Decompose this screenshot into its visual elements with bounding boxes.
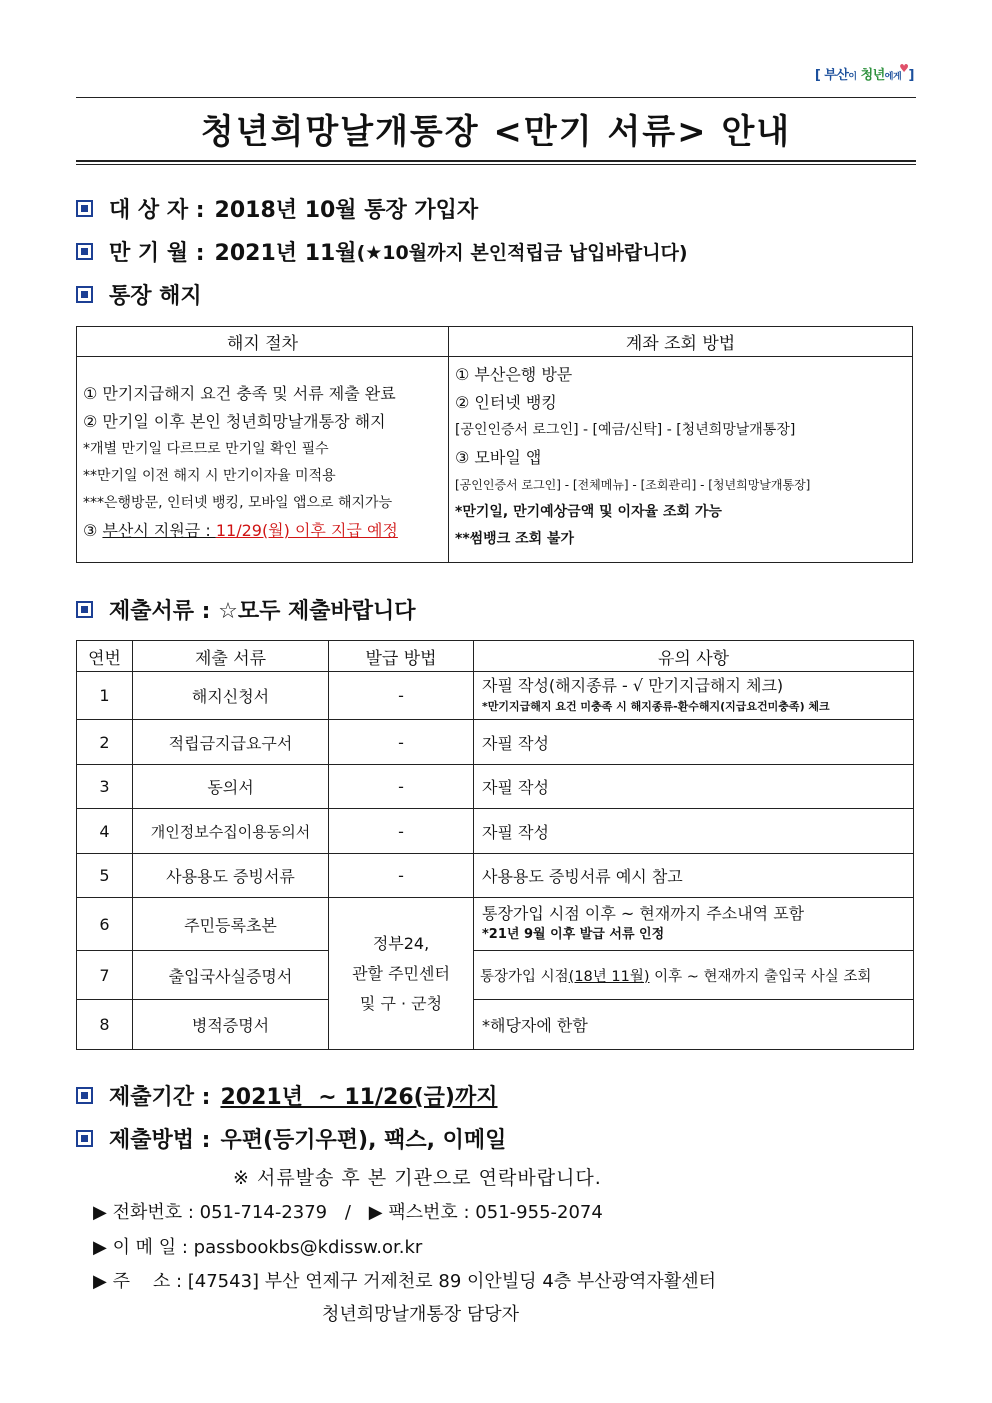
cancel-section-title: 통장 해지 (109, 284, 202, 309)
procedure-step-3-label: 부산시 지원금 : (102, 521, 216, 540)
row-method: - (329, 672, 474, 720)
row-doc: 적립금지급요구서 (133, 720, 329, 765)
address-recipient: 청년희망날개통장 담당자 (322, 1304, 519, 1325)
table-row (77, 1000, 914, 1050)
email-address: ▶ 이 메 일 : passbookbs@kdissw.or.kr (93, 1237, 423, 1258)
docs-header-method: 발급 방법 (329, 641, 474, 672)
bullet-square-icon (76, 286, 93, 303)
row-no: 5 (77, 854, 133, 898)
maturity-note: (★10월까지 본인적립금 납입바랍니다) (356, 242, 688, 264)
cancel-table (76, 326, 913, 563)
table-row (77, 765, 914, 809)
row-note: 자필 작성 (474, 765, 914, 809)
phone-fax-line (93, 1198, 603, 1224)
bullet-square-icon (76, 1130, 93, 1147)
method-label: 제출방법 : (109, 1128, 211, 1153)
table-row (77, 898, 914, 951)
docs-table (76, 640, 914, 1050)
row-note (474, 898, 914, 951)
procedure-step-3-value: 11/29(월) 이후 지급 예정 (215, 521, 398, 540)
row-no: 1 (77, 672, 133, 720)
row-no: 6 (77, 898, 133, 951)
row-method: - (329, 720, 474, 765)
title-bottom-rule (76, 160, 916, 162)
row-note-sub: *만기지급해지 요건 미충족 시 해지종류-환수해지(지급요건미충족) 체크 (482, 699, 830, 713)
procedure-step-3-prefix: ③ (83, 521, 103, 540)
title-bottom-rule-2 (76, 164, 916, 165)
row-no: 3 (77, 765, 133, 809)
row-doc: 출입국사실증명서 (133, 951, 329, 1000)
row-note: 사용용도 증빙서류 예시 참고 (474, 854, 914, 898)
row-no: 8 (77, 1000, 133, 1050)
row-note-sub: *21년 9월 이후 발급 서류 인정 (482, 927, 665, 942)
row-note: 자필 작성 (474, 720, 914, 765)
fax-number: ▶ 팩스번호 : 051-955-2074 (368, 1202, 603, 1223)
phone-number: ▶ 전화번호 : 051-714-2379 (93, 1202, 328, 1223)
gov-method-line-2: 관할 주민센터 (352, 963, 450, 983)
bullet-square-icon (76, 601, 93, 618)
table-row (77, 809, 914, 854)
procedure-cell (77, 357, 449, 563)
row-note-post: 이후 ~ 현재까지 출입국 사실 조회 (649, 968, 872, 985)
method-value: 우편(등기우편), 팩스, 이메일 (220, 1128, 507, 1153)
docs-header-doc: 제출 서류 (133, 641, 329, 672)
bullet-square-icon (76, 1087, 93, 1104)
lookup-internet: ② 인터넷 뱅킹 (455, 393, 557, 412)
logo-ege: 에게 (884, 72, 902, 82)
table-row (77, 854, 914, 898)
row-no: 4 (77, 809, 133, 854)
logo-bracket-close: ] (908, 68, 914, 83)
row-doc: 사용용도 증빙서류 (133, 854, 329, 898)
busan-youth-logo (815, 64, 914, 83)
row-doc: 동의서 (133, 765, 329, 809)
docs-header-no: 연번 (77, 641, 133, 672)
table-row (77, 720, 914, 765)
logo-i: 이 (848, 72, 857, 82)
maturity-value: 2021년 11월 (214, 241, 357, 266)
lookup-cell (449, 357, 913, 563)
lookup-internet-path: [공인인증서 로그인] - [예금/신탁] - [청년희망날개통장] (455, 422, 796, 438)
row-note: *해당자에 한함 (474, 1000, 914, 1050)
page-title: 청년희망날개통장 <만기 서류> 안내 (200, 112, 792, 152)
lookup-mobile-path: [공인인증서 로그인] - [전체메뉴] - [조회관리] - [청년희망날개통장] (455, 478, 811, 492)
lookup-note-1: *만기일, 만기예상금액 및 이자율 조회 가능 (455, 504, 722, 520)
logo-busan: 부산 (824, 68, 849, 83)
bullet-square-icon (76, 243, 93, 260)
row-doc: 개인정보수집이용동의서 (133, 809, 329, 854)
row-method: - (329, 854, 474, 898)
procedure-note-3: ***은행방문, 인터넷 뱅킹, 모바일 앱으로 해지가능 (83, 495, 393, 511)
period-section (76, 1080, 498, 1111)
period-value: 2021년 ~ 11/26(금)까지 (220, 1085, 498, 1110)
row-note-main: 통장가입 시점 이후 ~ 현재까지 주소내역 포함 (482, 904, 805, 923)
target-label: 대 상 자 : (109, 198, 205, 223)
maturity-label: 만 기 월 : (109, 241, 205, 266)
row-note: 자필 작성 (474, 809, 914, 854)
row-method: - (329, 765, 474, 809)
gov-method-line-3: 및 구 · 군청 (359, 993, 443, 1013)
contact-note: ※ 서류발송 후 본 기관으로 연락바랍니다. (233, 1167, 602, 1189)
row-doc: 해지신청서 (133, 672, 329, 720)
cancel-section (76, 279, 202, 310)
docs-header-note: 유의 사항 (474, 641, 914, 672)
cancel-header-procedure: 해지 절차 (77, 327, 449, 357)
title-top-rule (76, 97, 916, 98)
bullet-square-icon (76, 200, 93, 217)
logo-bracket-open: [ (814, 68, 821, 83)
phone-fax-separator: / (344, 1202, 351, 1223)
method-section (76, 1123, 506, 1154)
row-note-underlined: (18년 11월) (568, 968, 650, 985)
lookup-branch: ① 부산은행 방문 (455, 365, 573, 384)
row-note (474, 672, 914, 720)
period-label: 제출기간 : (109, 1085, 211, 1110)
procedure-step-1: ① 만기지급해지 요건 충족 및 서류 제출 완료 (83, 384, 396, 403)
gov-method-line-1: 정부24, (372, 933, 430, 953)
procedure-step-2: ② 만기일 이후 본인 청년희망날개통장 해지 (83, 412, 386, 431)
mail-address: ▶ 주 소 : [47543] 부산 연제구 거제천로 89 이안빌딩 4층 부산광역자활센터 (93, 1271, 716, 1292)
cancel-header-lookup: 계좌 조회 방법 (449, 327, 913, 357)
procedure-note-1: *개별 만기일 다르므로 만기일 확인 필수 (83, 441, 329, 457)
procedure-note-2: **만기일 이전 해지 시 만기이자율 미적용 (83, 468, 336, 484)
row-note (474, 951, 914, 1000)
row-note-main: 자필 작성(해지종류 - √ 만기지급해지 체크) (482, 675, 784, 695)
target-value: 2018년 10월 통장 가입자 (214, 198, 479, 223)
row-doc: 병적증명서 (133, 1000, 329, 1050)
table-row (77, 951, 914, 1000)
row-doc: 주민등록초본 (133, 898, 329, 951)
target-section (76, 193, 478, 224)
logo-youth: 청년 (860, 68, 885, 83)
maturity-section (76, 236, 688, 267)
row-method: - (329, 809, 474, 854)
procedure-step-3 (83, 517, 442, 545)
docs-section (76, 594, 416, 625)
table-row (77, 672, 914, 720)
row-no: 7 (77, 951, 133, 1000)
heart-icon: ♥ (899, 62, 909, 75)
row-no: 2 (77, 720, 133, 765)
lookup-mobile: ③ 모바일 앱 (455, 448, 542, 467)
docs-section-title: 제출서류 : ☆모두 제출바랍니다 (109, 599, 416, 624)
lookup-note-2: **썸뱅크 조회 불가 (455, 531, 575, 547)
gov-method-cell (329, 898, 474, 1050)
row-note-pre: 통장가입 시점 (480, 968, 569, 985)
